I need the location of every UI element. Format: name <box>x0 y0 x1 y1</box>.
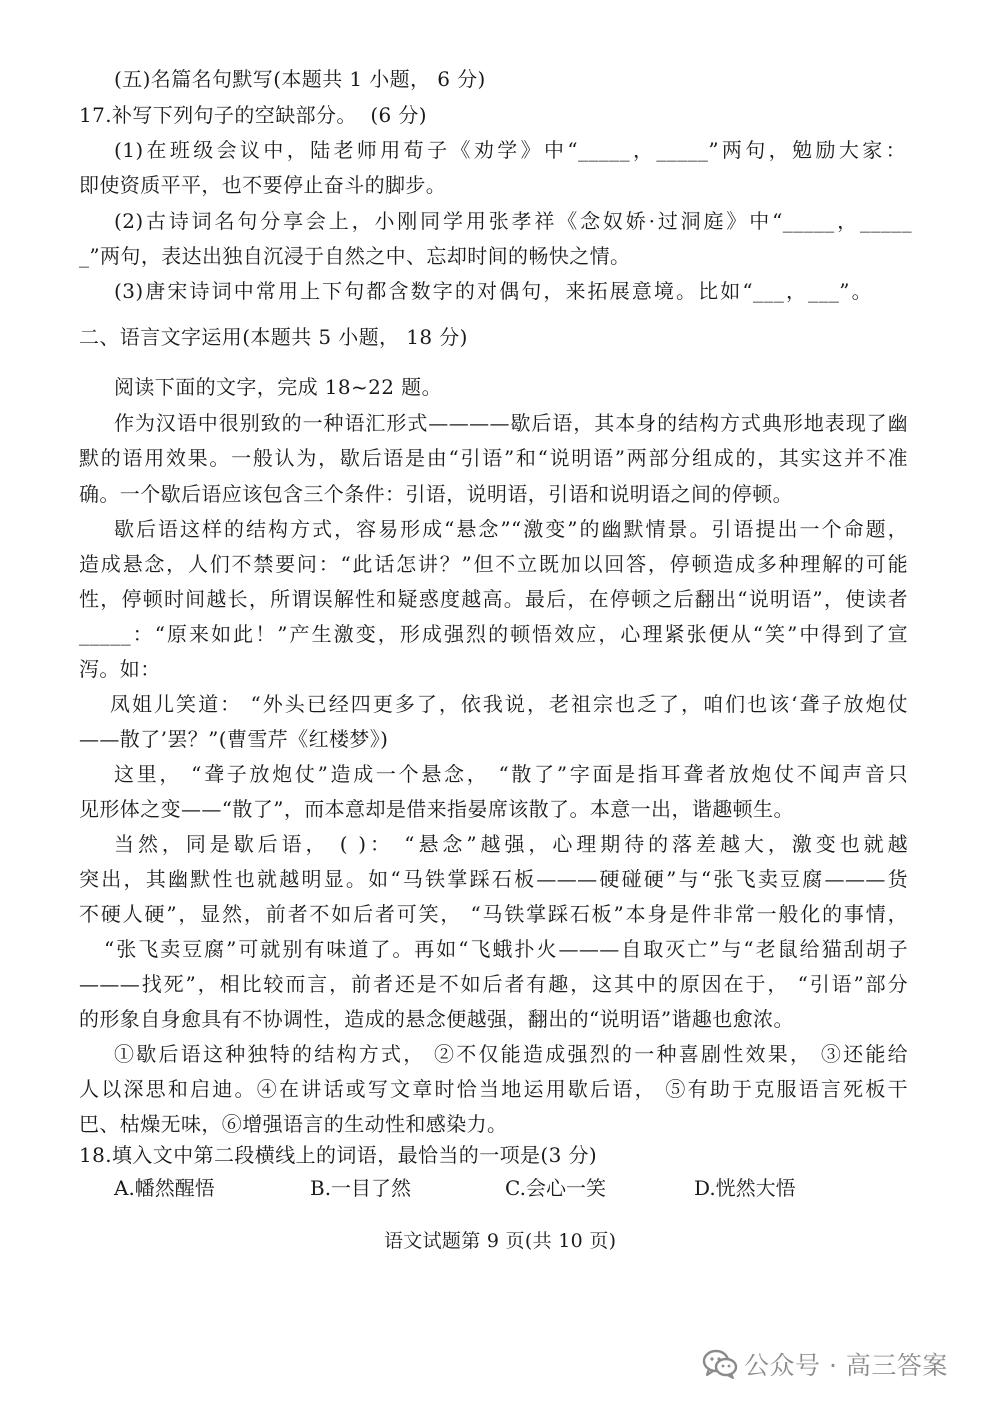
question-18-options <box>114 1173 834 1205</box>
option-d: D.恍然大悟 <box>694 1176 796 1200</box>
passage-p2-line-2: 造成悬念，人们不禁要问：“此话怎讲？”但不立既加以回答，停顿造成多种理解的可能 <box>79 552 908 576</box>
passage-p1-line-1: 作为汉语中很别致的一种语汇形式————歇后语，其本身的结构方式典形地表现了幽 <box>114 411 908 435</box>
passage-p2-line-3: 性，停顿时间越长，所谓误解性和疑惑度越高。最后，在停顿之后翻出“说明语”，使读者 <box>79 587 908 611</box>
page-footer: 语文试题第 9 页(共 10 页) <box>384 1230 617 1252</box>
passage-quote-line-1: 凤姐儿笑道： “外头已经四更多了，依我说，老祖宗也乏了，咱们也该‘聋子放炮仗 <box>110 692 908 716</box>
question-18-title: 18.填入文中第二段横线上的词语，最恰当的一项是(3 分) <box>79 1143 598 1167</box>
passage-p4-line-3: 不硬人硬”，显然，前者不如后者可笑， “马铁掌踩石板”本身是件非常一般化的事情， <box>79 902 908 926</box>
option-b: B.一目了然 <box>310 1176 412 1200</box>
passage-p2-line-1: 歇后语这样的结构方式，容易形成“悬念”“激变”的幽默情景。引语提出一个命题， <box>114 517 908 541</box>
passage-p1-line-3: 确。一个歇后语应该包含三个条件：引语，说明语，引语和说明语之间的停顿。 <box>79 482 793 506</box>
reading-instruction: 阅读下面的文字，完成 18~22 题。 <box>114 375 442 399</box>
passage-p3-line-2: 见形体之变——“散了”，而本意却是借来指晏席该散了。本意一出，谐趣顿生。 <box>79 797 794 821</box>
passage-p2-line-4: _____：“原来如此！”产生激变，形成强烈的顿悟效应，心理紧张便从“笑”中得到了宣 <box>79 622 908 646</box>
question-17-part-3: (3)唐宋诗词中常用上下句都含数字的对偶句，来拓展意境。比如“___，___”。 <box>114 279 872 303</box>
question-17-part-1-line-2: 即使资质平平，也不要停止奋斗的脚步。 <box>79 173 447 197</box>
passage-p4-line-2: 突出，其幽默性也就越明显。如“马铁掌踩石板———硬碰硬”与“张飞卖豆腐———货 <box>79 867 908 891</box>
watermark <box>702 1342 948 1386</box>
section-heading-famous-lines: (五)名篇名句默写(本题共 1 小题， 6 分) <box>114 67 486 91</box>
question-17-part-2-line-1: (2)古诗词名句分享会上，小刚同学用张孝祥《念奴娇·过洞庭》中“_____，_____ <box>114 209 912 233</box>
passage-p2-line-5: 泻。如： <box>79 657 161 681</box>
section-heading-language-use: 二、语言文字运用(本题共 5 小题， 18 分) <box>79 325 468 349</box>
option-a: A.幡然醒悟 <box>114 1176 215 1200</box>
question-17-title: 17.补写下列句子的空缺部分。 (6 分) <box>79 103 428 127</box>
watermark-text: 公众号 · 高三答案 <box>744 1351 948 1380</box>
question-17-part-2-line-2: _”两句，表达出独自沉浸于自然之中、忘却时间的畅快之情。 <box>79 244 631 268</box>
passage-p4-line-6: 的形象自身愈具有不协调性，造成的悬念便越强，翻出的“说明语”谐趣也愈浓。 <box>79 1007 794 1031</box>
passage-p3-line-1: 这里， “聋子放炮仗”造成一个悬念， “散了”字面是指耳聋者放炮仗不闻声音只 <box>114 762 908 786</box>
passage-p4-line-5: ———找死”，相比较而言，前者还是不如后者有趣，这其中的原因在于， “引语”部分 <box>79 972 908 996</box>
wechat-icon <box>702 1349 738 1379</box>
passage-p5-line-2: 人以深思和启迪。④在讲话或写文章时恰当地运用歇后语， ⑤有助于克服语言死板干 <box>79 1077 908 1101</box>
passage-p5-line-3: 巴、枯燥无味，⑥增强语言的生动性和感染力。 <box>79 1112 508 1136</box>
passage-quote-line-2: ——散了’罢？”(曹雪芹《红楼梦》) <box>79 727 389 751</box>
passage-p1-line-2: 默的语用效果。一般认为，歇后语是由“引语”和“说明语”两部分组成的，其实这并不准 <box>79 446 908 470</box>
question-17-part-1-line-1: (1)在班级会议中，陆老师用荀子《劝学》中“_____，_____”两句，勉励大家： <box>114 138 906 162</box>
passage-p4-line-1: 当然，同是歇后语， ( )： “悬念”越强，心理期待的落差越大，激变也就越 <box>114 832 908 856</box>
passage-p4-line-4: “张飞卖豆腐”可就别有味道了。再如“飞蛾扑火———自取灭亡”与“老鼠给猫刮胡子 <box>104 937 908 961</box>
passage-p5-line-1: ①歇后语这种独特的结构方式， ②不仅能造成强烈的一种喜剧性效果， ③还能给 <box>114 1042 908 1066</box>
option-c: C.会心一笑 <box>505 1176 606 1200</box>
